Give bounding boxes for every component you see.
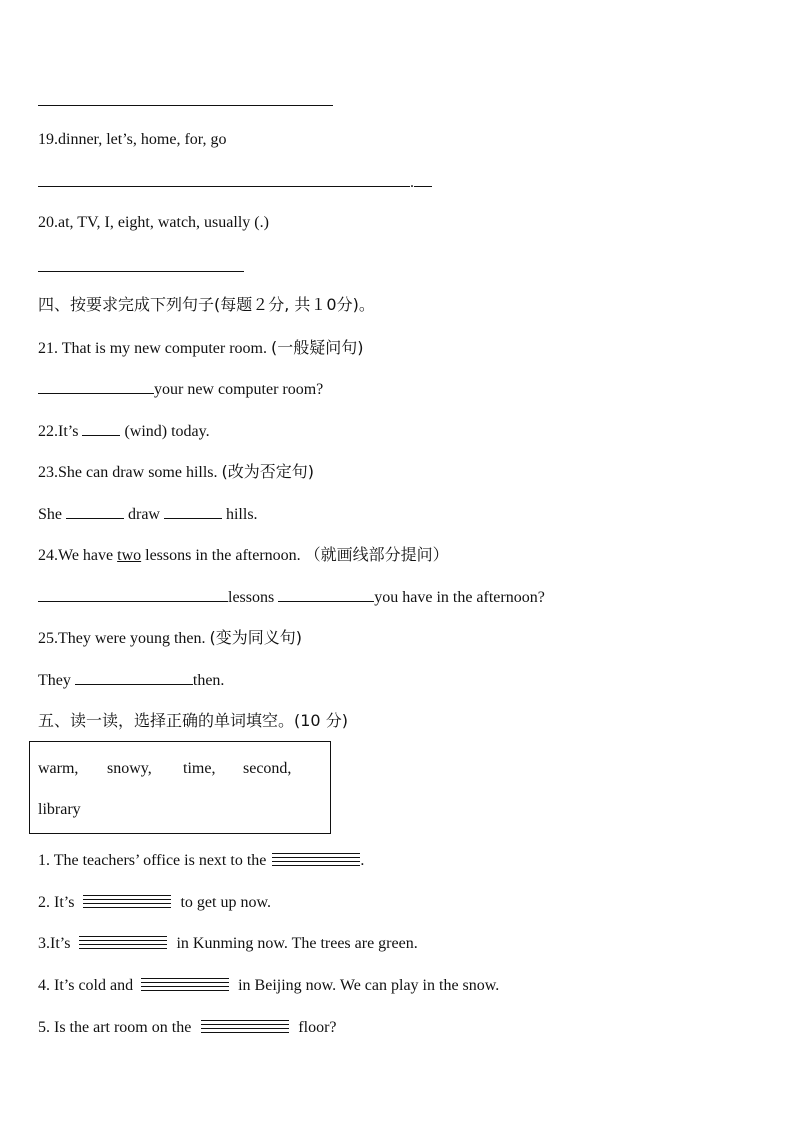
answer-25-end: then.: [192, 672, 225, 689]
question-24-pre: 24.We have: [38, 547, 118, 564]
question-24-underlined: two: [117, 547, 142, 564]
fill-4: [38, 976, 499, 996]
word-second: second,: [243, 760, 292, 777]
fill-4-blank[interactable]: [141, 976, 229, 996]
section-4-heading: 四、按要求完成下列句子(每题２分, 共１0分)。: [38, 295, 375, 314]
fill-4-pre: 4. It’s cold and: [38, 977, 134, 994]
answer-24-end: you have in the afternoon?: [374, 589, 545, 606]
question-23-note: (改为否定句): [221, 462, 315, 481]
question-23-text: 23.She can draw some hills.: [38, 464, 222, 481]
fill-2: [38, 893, 271, 913]
question-25: [38, 628, 302, 649]
answer-19[interactable]: [38, 172, 432, 193]
answer-24: [38, 587, 545, 608]
question-24: [38, 545, 449, 566]
fill-5-pre: 5. Is the art room on the: [38, 1019, 192, 1036]
fill-3-post: in Kunming now. The trees are green.: [176, 935, 418, 952]
answer-19-tail: [414, 172, 432, 187]
question-22-pre: 22.It’s: [38, 423, 83, 440]
question-21: [38, 338, 364, 359]
question-21-note: (一般疑问句): [271, 338, 364, 357]
answer-21-tail: your new computer room?: [154, 381, 324, 398]
answer-19-blank[interactable]: [38, 172, 410, 187]
question-21-number: 21: [38, 340, 54, 357]
word-snowy: snowy,: [107, 760, 152, 777]
question-22: [38, 421, 210, 442]
fill-1-blank[interactable]: [272, 851, 360, 871]
question-20-text: 20.at, TV, I, eight, watch, usually (.): [38, 214, 269, 231]
question-19: [38, 130, 226, 150]
question-24-post: lessons in the afternoon.: [141, 547, 305, 564]
answer-24-blank-2[interactable]: [278, 587, 374, 602]
answer-19-period: .: [410, 174, 414, 191]
word-box: [29, 741, 331, 834]
question-19-text: 19.dinner, let’s, home, for, go: [38, 131, 227, 148]
question-23: [38, 462, 314, 483]
answer-23-a1: She: [38, 506, 66, 523]
question-22-post: (wind) today.: [120, 423, 210, 440]
fill-2-post: to get up now.: [180, 894, 271, 911]
answer-25-blank[interactable]: [75, 670, 193, 685]
fill-5: [38, 1018, 337, 1038]
question-22-blank[interactable]: [82, 421, 120, 436]
question-24-note: （就画线部分提问）: [304, 545, 449, 564]
fill-2-pre: 2. It’s: [38, 894, 75, 911]
fill-1-pre: 1. The teachers’ office is next to the: [38, 852, 267, 869]
answer-23-a3: hills.: [221, 506, 258, 523]
question-20: [38, 213, 269, 233]
answer-23: [38, 504, 258, 525]
answer-21: [38, 379, 323, 400]
fill-4-post: in Beijing now. We can play in the snow.: [238, 977, 500, 994]
fill-3: [38, 934, 418, 954]
word-time: time,: [183, 760, 216, 777]
section-5-heading: 五、读一读，选择正确的单词填空。(10 分): [38, 711, 348, 730]
answer-25-pre: They: [38, 672, 75, 689]
question-21-text: . That is my new computer room.: [54, 340, 271, 357]
answer-23-blank-1[interactable]: [66, 504, 124, 519]
fill-3-blank[interactable]: [79, 934, 167, 954]
question-25-text: 25.They were young then.: [38, 630, 210, 647]
fill-1: [38, 851, 364, 871]
answer-23-blank-2[interactable]: [164, 504, 222, 519]
answer-line-20[interactable]: [38, 271, 244, 272]
fill-2-blank[interactable]: [83, 893, 171, 913]
fill-3-pre: 3.It’s: [38, 935, 71, 952]
answer-21-blank[interactable]: [38, 379, 154, 394]
word-warm: warm,: [38, 760, 79, 777]
answer-24-mid: lessons: [228, 589, 279, 606]
answer-25: [38, 670, 224, 691]
fill-1-post: .: [360, 852, 365, 869]
answer-24-blank-1[interactable]: [38, 587, 228, 602]
fill-5-post: floor?: [298, 1019, 337, 1036]
fill-5-blank[interactable]: [201, 1018, 289, 1038]
question-25-note: (变为同义句): [209, 628, 303, 647]
answer-line-18[interactable]: [38, 105, 333, 106]
answer-23-a2: draw: [124, 506, 164, 523]
word-library: library: [38, 801, 81, 818]
